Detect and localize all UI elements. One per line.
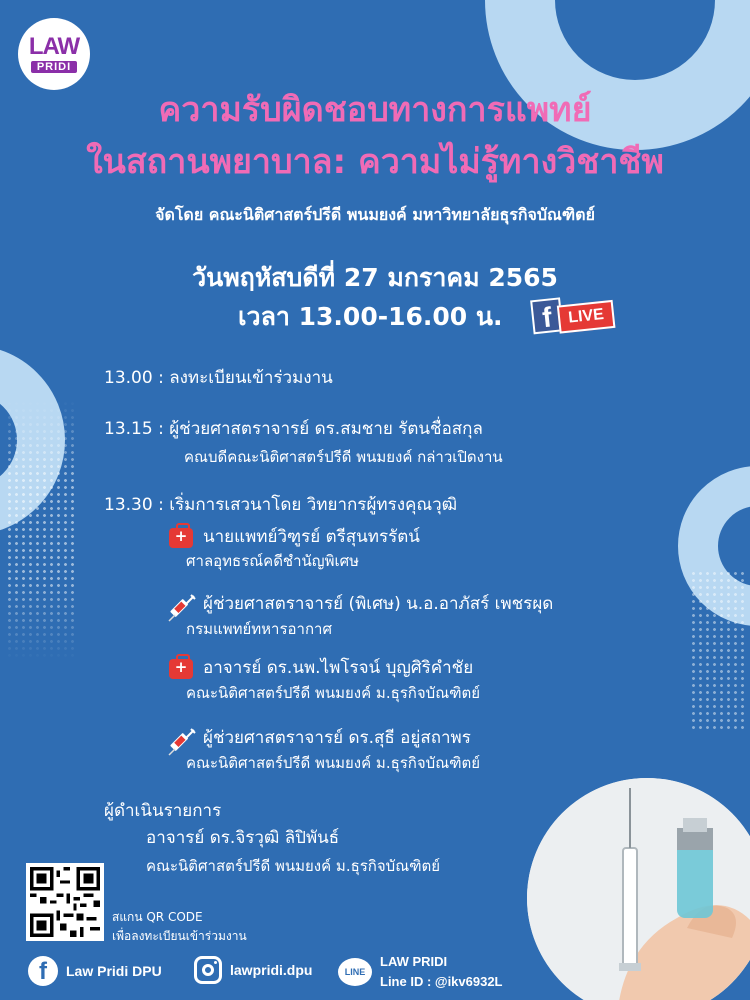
line-link[interactable] — [338, 952, 503, 992]
agenda-opening-sub: คณบดีคณะนิติศาสตร์ปรีดี พนมยงค์ กล่าวเปิดงาน — [184, 448, 503, 466]
organizer-text: จัดโดย คณะนิติศาสตร์ปรีดี พนมยงค์ มหาวิทยาลัยธุรกิจบัณฑิตย์ — [155, 205, 595, 224]
logo-text-bottom: PRIDI — [31, 61, 77, 73]
medical-kit-icon — [169, 528, 193, 548]
agenda-seminar: 13.30 : เริ่มการเสวนาโดย วิทยากรผู้ทรงคุณวุฒิ — [104, 495, 458, 515]
logo-text-top: LAW — [28, 33, 80, 60]
medical-kit-icon — [169, 659, 193, 679]
agenda-registration: 13.00 : ลงทะเบียนเข้าร่วมงาน — [104, 368, 333, 388]
facebook-icon: f — [530, 297, 563, 334]
decorative-dots-right — [690, 570, 748, 730]
speaker-4-name: ผู้ช่วยศาสตราจารย์ ดร.สุธี อยู่สถาพร — [203, 728, 471, 748]
speaker-4-org: คณะนิติศาสตร์ปรีดี พนมยงค์ ม.ธุรกิจบัณฑิตย์ — [186, 754, 481, 772]
moderator-heading: ผู้ดำเนินรายการ — [104, 801, 222, 821]
speaker-3-name: อาจารย์ ดร.นพ.ไพโรจน์ บุญศิริคำชัย — [203, 658, 474, 678]
facebook-link[interactable] — [28, 956, 162, 986]
event-date: วันพฤหัสบดีที่ 27 มกราคม 2565 — [192, 263, 558, 292]
line-icon: LINE — [338, 958, 372, 986]
line-id: Line ID : @ikv6932L — [380, 974, 503, 989]
decorative-dots-left — [6, 400, 78, 660]
facebook-live-badge — [530, 292, 618, 341]
line-title: LAW PRIDI — [380, 954, 448, 969]
facebook-label: Law Pridi DPU — [66, 963, 162, 979]
qr-caption-line-2: เพื่อลงทะเบียนเข้าร่วมงาน — [112, 929, 247, 943]
speaker-2-org: กรมแพทย์ทหารอากาศ — [186, 620, 332, 638]
qr-code[interactable] — [26, 863, 104, 941]
instagram-link[interactable] — [194, 956, 312, 984]
event-time: เวลา 13.00-16.00 น. — [238, 302, 503, 331]
instagram-label: lawpridi.dpu — [230, 962, 313, 978]
moderator-name: อาจารย์ ดร.จิรวุฒิ ลิปิพันธ์ — [146, 828, 340, 848]
speaker-3-org: คณะนิติศาสตร์ปรีดี พนมยงค์ ม.ธุรกิจบัณฑิตย์ — [186, 684, 481, 702]
vaccine-syringe-image — [527, 778, 750, 1000]
speaker-1-org: ศาลอุทธรณ์คดีชำนัญพิเศษ — [186, 552, 359, 570]
moderator-org: คณะนิติศาสตร์ปรีดี พนมยงค์ ม.ธุรกิจบัณฑิตย์ — [146, 857, 441, 875]
agenda-opening: 13.15 : ผู้ช่วยศาสตราจารย์ ดร.สมชาย รัตนชื่อสกุล — [104, 419, 483, 439]
live-label: LIVE — [557, 300, 616, 334]
law-pridi-logo — [18, 18, 90, 90]
title-line-2: ในสถานพยาบาล: ความไม่รู้ทางวิชาชีพ — [86, 142, 664, 182]
qr-caption-line-1: สแกน QR CODE — [112, 910, 203, 924]
instagram-icon — [194, 956, 222, 984]
facebook-icon: f — [28, 956, 58, 986]
title-line-1: ความรับผิดชอบทางการแพทย์ — [158, 90, 592, 130]
speaker-1-name: นายแพทย์วิฑูรย์ ตรีสุนทรรัตน์ — [203, 527, 420, 547]
speaker-2-name: ผู้ช่วยศาสตราจารย์ (พิเศษ) น.อ.อาภัสร์ เพชรผุด — [203, 594, 554, 614]
